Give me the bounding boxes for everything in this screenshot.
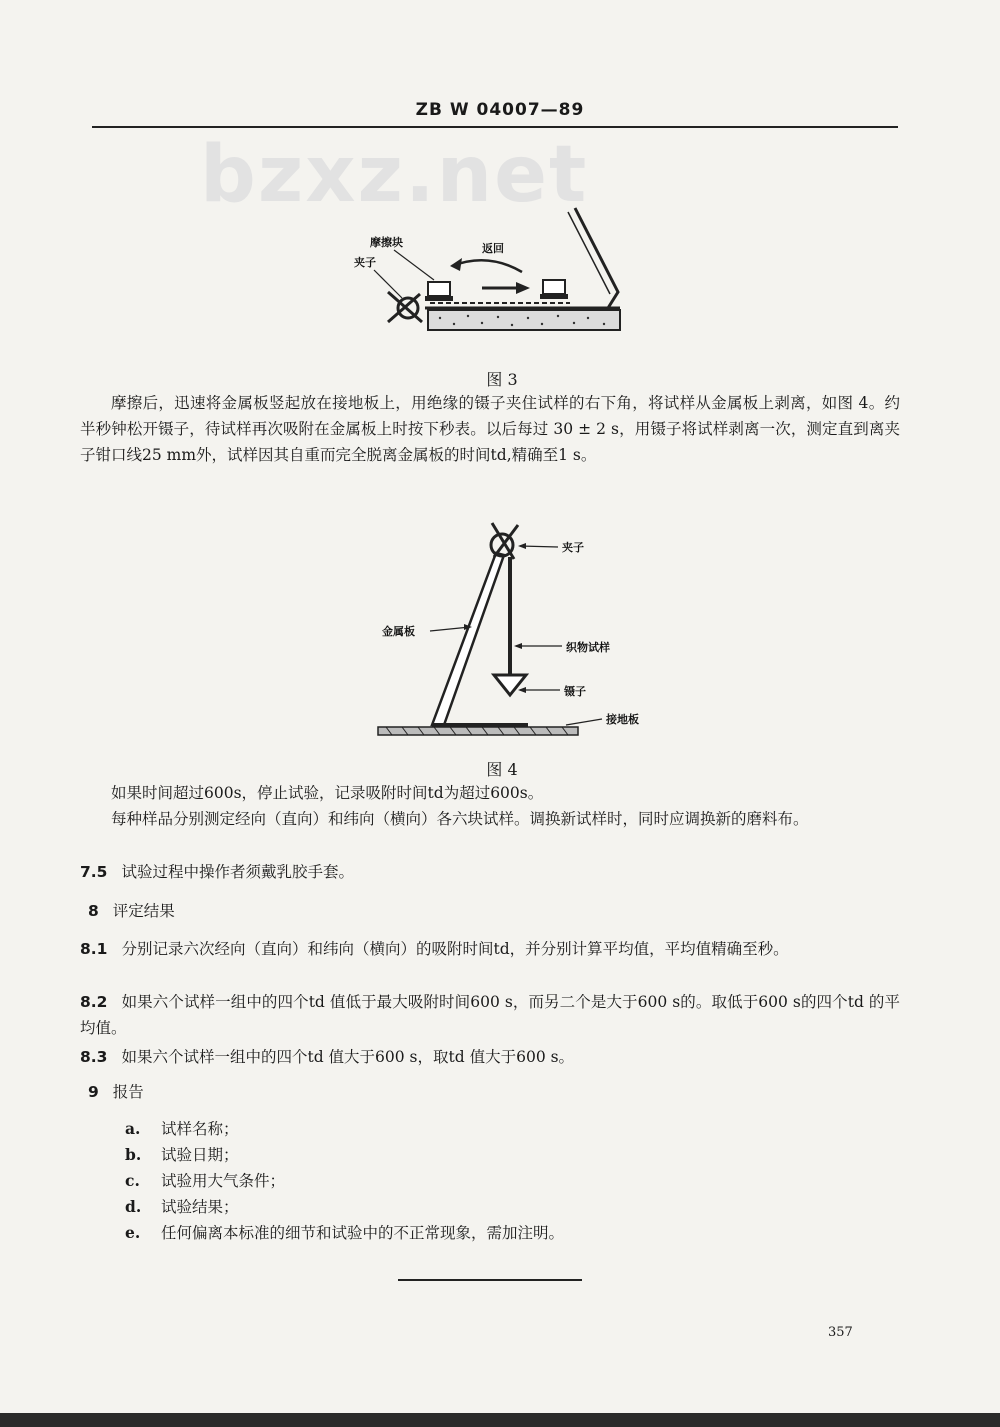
header-rule	[92, 126, 898, 128]
report-item-letter: a.	[125, 1119, 141, 1138]
paragraph-time-limit: 如果时间超过600s，停止试验，记录吸附时间td为超过600s。	[111, 784, 544, 802]
standard-code: ZB W 04007—89	[415, 100, 585, 120]
fig4-tweezers	[494, 675, 526, 695]
end-rule	[398, 1279, 582, 1281]
figure-4	[370, 515, 660, 745]
fig3-label-return: 返回	[482, 242, 504, 255]
report-item-text: 任何偏离本标准的细节和试验中的不正常现象，需加注明。	[161, 1224, 565, 1242]
figure-3-caption: 图 3	[486, 370, 518, 389]
section-8-1-text: 分别记录六次经向（直向）和纬向（横向）的吸附时间td，并分别计算平均值，平均值精确至秒。	[121, 940, 789, 958]
fig4-clip	[491, 523, 518, 559]
fig4-label-ground-plate: 接地板	[606, 713, 639, 726]
section-8-1	[80, 936, 900, 962]
fig3-clip	[388, 292, 422, 322]
section-8-2	[80, 989, 900, 1041]
report-item-letter: c.	[125, 1171, 140, 1190]
section-9-title: 报告	[112, 1083, 144, 1101]
section-8-title: 评定结果	[112, 902, 175, 920]
section-8-3-number: 8.3	[80, 1048, 108, 1066]
fig4-label-tweezers: 镊子	[564, 685, 586, 698]
section-8-2-text: 如果六个试样一组中的四个td 值低于最大吸附时间600 s，而另二个是大于600 s的。取低于600 s的四个td 的平均值。	[80, 993, 900, 1037]
fig4-ground-plate	[378, 727, 578, 735]
report-item	[125, 1194, 885, 1220]
report-item	[125, 1142, 885, 1168]
section-8-1-number: 8.1	[80, 940, 108, 958]
section-8-heading	[88, 899, 175, 921]
report-item-letter: b.	[125, 1145, 142, 1164]
section-7-5-number: 7.5	[80, 863, 108, 881]
fig4-label-clip: 夹子	[562, 541, 584, 554]
report-item-text: 试验结果；	[161, 1198, 239, 1216]
scan-edge	[0, 1413, 1000, 1427]
fig3-label-friction-block: 摩擦块	[370, 236, 403, 249]
section-8-number: 8	[88, 902, 99, 920]
section-8-3-text: 如果六个试样一组中的四个td 值大于600 s，取td 值大于600 s。	[121, 1048, 575, 1066]
section-9-number: 9	[88, 1083, 99, 1101]
figure-4-caption: 图 4	[486, 760, 518, 779]
page-number: 357	[828, 1325, 853, 1340]
report-item	[125, 1168, 885, 1194]
section-7-5-text: 试验过程中操作者须戴乳胶手套。	[121, 863, 354, 881]
report-item-text: 试验日期；	[161, 1146, 239, 1164]
report-item-text: 试验用大气条件；	[161, 1172, 286, 1190]
figure-3	[354, 200, 640, 350]
fig4-label-fabric-sample: 织物试样	[566, 641, 610, 654]
report-item	[125, 1116, 885, 1142]
watermark: bzxz.net	[200, 130, 589, 220]
fig3-block-right	[543, 280, 565, 294]
report-item	[125, 1220, 885, 1246]
section-7-5	[80, 859, 900, 885]
section-8-3	[80, 1044, 900, 1070]
report-item-letter: d.	[125, 1197, 142, 1216]
section-9-heading	[88, 1080, 144, 1102]
fig3-block-left	[428, 282, 450, 296]
fig3-base-block	[428, 310, 620, 330]
fig4-label-metal-plate: 金属板	[382, 625, 415, 638]
paragraph-peeling-procedure: 摩擦后，迅速将金属板竖起放在接地板上，用绝缘的镊子夹住试样的右下角，将试样从金属板上剥离，如图 4。约半秒钟松开镊子，待试样再次吸附在金属板上时按下秒表。以后每过 30 ± 2 s，用镊子将试样剥离一次，测定直到离夹子钳口线25 mm外，试样因其自重而完全脱离金属板的时间td,精确至1 s。	[80, 394, 900, 464]
report-item-text: 试样名称；	[161, 1120, 239, 1138]
fig4-metal-plate	[432, 553, 504, 725]
report-item-letter: e.	[125, 1223, 141, 1242]
report-items-list	[125, 1116, 885, 1246]
fig3-return-arrow	[452, 260, 522, 272]
paragraph-sample-count: 每种样品分别测定经向（直向）和纬向（横向）各六块试样。调换新试样时，同时应调换新的磨料布。	[111, 810, 809, 828]
fig3-label-clip: 夹子	[354, 256, 376, 269]
section-8-2-number: 8.2	[80, 993, 108, 1011]
fig3-upright-plate	[575, 208, 618, 308]
